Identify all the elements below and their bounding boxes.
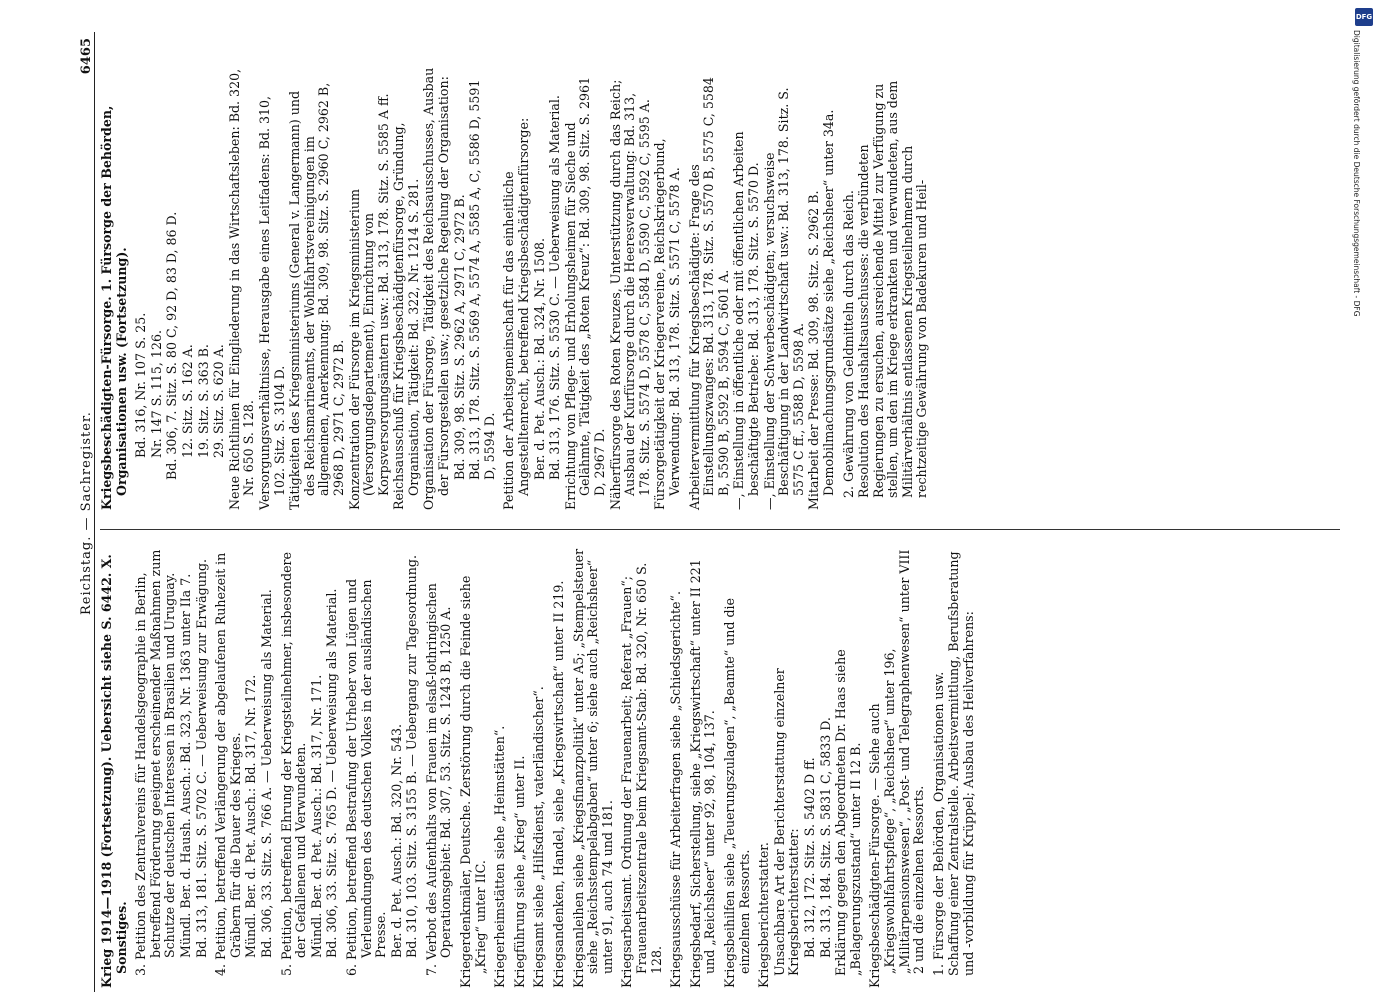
register-entry: Kriegsberichterstatter. <box>756 842 772 988</box>
register-entry: Bd. 313, 176. Sitz. S. 5530 C. — Ueberweisung als Material. <box>547 95 563 480</box>
register-entry: 29. Sitz. S. 620 A. <box>211 344 227 458</box>
register-entry: Kriegsanleihen siehe „Kriegsfinanzpolitik“ unter A5; „Stempelsteuer siehe „Reichsstempelabgaben“ unter 6; siehe auch „Reichsheer“ unter 91, auch 74 und 181. <box>570 548 615 988</box>
register-entry: 6. Petition, betreffend Bestrafung der Urheber von Lügen und Verleumdungen des deutschen Volkes in der ausländischen Presse. <box>343 578 389 976</box>
left-column <box>100 544 977 992</box>
register-entry: Bd. 313, 181. Sitz. S. 5702 C. — Ueberweisung zur Erwägung. <box>193 558 209 958</box>
register-entry: 19. Sitz. S. 363 B. <box>195 344 211 458</box>
register-entry: Bd. 310, 103. Sitz. S. 3155 B. — Uebergang zur Tagesordnung. <box>404 555 420 958</box>
register-entry: Kriegsbeschädigten-Fürsorge. 1. Fürsorge der Behörden, Organisationen usw. (Fortsetzung). <box>99 105 129 510</box>
register-entry: Kriegerheimstätten siehe „Heimstätten“. <box>492 725 508 988</box>
running-title: Reichstag. — Sachregister. <box>78 411 94 616</box>
register-entry: Schaffung einer Zentralstelle. Arbeitsvermittlung, Berufsberatung und -vorbildung für Krüppel; Ausbau des Heilverfahrens: <box>946 551 976 976</box>
register-entry: 7. Verbot des Aufenthalts von Frauen im elsaß-lothringischen Operationsgebiet: Bd. 307, 53. Sitz. S. 1243 B, 1250 A. <box>423 583 454 976</box>
register-entry: Kriegsbedarf, Sicherstellung, siehe „Kriegswirtschaft“ unter II 221 und „Reichsheer“ unter 92, 98, 104, 137. <box>687 559 718 988</box>
register-entry: Bd. 306, 33. Sitz. S. 766 A. — Ueberweisung als Material. <box>258 589 274 958</box>
register-entry: Mündl. Ber. d. Pet. Ausch.: Bd. 317, Nr. 172. <box>243 674 259 958</box>
register-entry: Kriegerdenkmäler, Deutsche. Zerstörung durch die Feinde siehe „Krieg“ unter IIC. <box>458 575 488 988</box>
register-entry: Ber. d. Pet. Ausch.: Bd. 324, Nr. 1508. <box>531 237 547 480</box>
register-entry: 2. Gewährung von Geldmitteln durch das Reich. <box>840 190 856 498</box>
digitization-credit-text: Digitalisierung gefördert durch die Deutsche Forschungsgemeinschaft - DFG <box>1352 30 1361 317</box>
register-entry: Kriegsausschüsse für Arbeiterfragen siehe „Schiedsgerichte“. <box>668 591 684 988</box>
register-entry: Nr. 147 S. 115, 126. <box>148 330 164 458</box>
register-entry: Resolution des Haushaltsausschusses: die verbündeten Regierungen zu ersuchen, ausreichende Mittel zur Verfügung zu stellen, um den im Kriege erkrankten und verwundeten, aus dem Militärverhältnis entlassenen Kriegsteilnehmern durch rechtzeitige Gewährung von Badekuren und Heil- <box>856 80 930 498</box>
register-entry: 3. Petition des Zentralvereins für Handelsgeographie in Berlin, betreffend Förderung geeignet erscheinender Maßnahmen zum Schutze der deutschen Interessen in Brasilien und Uruguay. <box>133 549 178 976</box>
register-entry: Versorgungsverhältnisse, Herausgabe eines Leitfadens: Bd. 310, 102. Sitz. S. 3104 D. <box>256 95 287 510</box>
register-entry: Bd. 306, 7. Sitz. S. 80 C, 92 D, 83 D, 86 D. <box>164 211 180 480</box>
dfg-logo: DFG <box>1355 8 1373 26</box>
register-entry: Erklärung gegen den Abgeordneten Dr. Haas siehe „Belagerungszustand“ unter II 12 B. <box>833 649 863 976</box>
register-entry: Kriegführung siehe „Krieg“ unter II. <box>511 755 527 988</box>
register-entry: Kriegsandenken, Handel, siehe „Kriegswirtschaft“ unter II 219. <box>551 580 567 988</box>
register-entry: Kriegsamt siehe „Hilfsdienst, vaterländischer“. <box>531 686 547 988</box>
register-entry: Konzentration der Fürsorge im Kriegsministerium (Versorgungsdepartement), Einrichtung von Korpsversorgungsämtern usw.: Bd. 313, 178. Sitz. S. 5585 A ff. <box>346 93 391 510</box>
right-column <box>100 66 931 514</box>
register-entry: Kriegsbeschädigten-Fürsorge. — Siehe auch „Kriegswohlfahrtspflege“, „Reichsheer“ unter 196, „Militärpensionswesen“, „Post- und Telegraphenwesen“ unter VIII 2 und die einzelnen Ressorts. <box>867 549 927 988</box>
register-entry: Krieg 1914—1918 (Fortsetzung). Uebersicht siehe S. 6442. X. Sonstiges. <box>99 554 129 988</box>
register-entry: Bd. 316, Nr. 107 S. 25. <box>133 312 149 458</box>
register-entry: Bd. 312, 172. Sitz. S. 5402 D ff. <box>801 757 817 958</box>
register-entry: Näherfürsorge des Roten Kreuzes, Unterstützung durch das Reich; Ausbau der Kurfürsorge durch die Heeresverwaltung: Bd. 313, 178. Sitz. S. 5574 D, 5578 C, 5584 D, 5590 C, 5592 C, 5595 A. <box>607 79 652 510</box>
register-entry: Reichsausschuß für Kriegsbeschädigtenfürsorge, Gründung, Organisation, Tätigkeit: Bd. 322, Nr. 1214 S. 281. <box>391 122 421 510</box>
register-entry: Arbeitervermittlung für Kriegsbeschädigte: Frage des Einstellungszwanges: Bd. 313, 178. Sitz. S. 5570 B, 5575 C, 5584 B, 5590 B, 5592 B, 5594 C, 5601 A. <box>686 77 731 510</box>
register-entry: 12. Sitz. S. 162 A. <box>179 344 195 458</box>
register-entry: Bd. 309, 98. Sitz. S. 2962 A, 2971 C, 2972 B. <box>451 194 467 480</box>
register-entry: Kriegsarbeitsamt. Ordnung der Frauenarbeit; Referat „Frauen“; Frauenarbeitszentrale beim Kriegsamt-Stab: Bd. 320, Nr. 650 S. 128. <box>619 562 664 988</box>
register-entry: Mündl. Ber. d. Haush. Ausch.: Bd. 323, Nr. 1363 unter IIa 7. <box>177 573 193 958</box>
page-header <box>70 32 95 992</box>
column-divider <box>100 529 1340 530</box>
register-entry: 1. Fürsorge der Behörden, Organisationen usw. <box>930 671 946 976</box>
register-entry: Neue Richtlinien für Eingliederung in das Wirtschaftsleben: Bd. 320, Nr. 650 S. 128. <box>226 68 257 510</box>
register-entry: Bd. 306, 33. Sitz. S. 765 D. — Ueberweisung als Material. <box>324 588 340 958</box>
register-entry: Fürsorgetätigkeit der Kriegervereine, Reichskriegerbund, Verwendung: Bd. 313, 178. Sitz. S. 5571 C, 5578 A. <box>652 138 682 510</box>
register-entry: Petition der Arbeitsgemeinschaft für das einheitliche Angestelltenrecht, betreffend Kriegsbeschädigtenfürsorge: <box>501 117 532 510</box>
register-entry: —, Einstellung der Schwerbeschädigten; versuchsweise Beschäftigung in der Landwirtschaft usw.: Bd. 313, 178. Sitz. S. 5575 C ff., 5588 D, 5598 A. <box>761 87 806 510</box>
register-entry: Bd. 313, 184. Sitz. S. 5831 C, 5833 D. <box>817 717 833 958</box>
register-entry: 5. Petition, betreffend Ehrung der Kriegsteilnehmer, insbesondere der Gefallenen und Verwundeten. <box>278 551 309 976</box>
register-entry: Mündl. Ber. d. Pet. Ausch.: Bd. 317, Nr. 171. <box>308 674 324 958</box>
register-entry: Tätigkeiten des Kriegsministeriums (General v. Langermann) und des Reichsmarineamts, der Wohlfahrtsvereinigungen im allgemeinen, Anerkennung: Bd. 309, 98. Sitz. S. 2960 C, 2962 B, 2968 D, 2971 C, 2972 B. <box>287 82 346 510</box>
register-entry: Mitarbeit der Presse: Bd. 309, 98. Sitz. S. 2962 B. Demobilmachungsgrundsätze siehe „Reichsheer“ unter 34a. <box>806 109 836 510</box>
register-entry: Ber. d. Pet. Ausch.: Bd. 320, Nr. 543. <box>388 724 404 958</box>
register-entry: 4. Petition, betreffend Verlängerung der abgelaufenen Ruhezeit in Gräbern für die Dauer des Krieges. <box>213 552 243 976</box>
register-entry: Kriegsbeihilfen siehe „Teuerungszulagen“, „Beamte“ und die einzelnen Ressorts. <box>721 598 752 988</box>
page-number: 6465 <box>78 38 94 75</box>
register-entry: Errichtung von Pflege- und Erholungsheimen für Sieche und Gelähmte, Tätigkeit des „Roten Kreuz“: Bd. 309, 98. Sitz. S. 2961 D, 2967 D. <box>562 77 607 510</box>
register-entry: Bd. 313, 178. Sitz. S. 5569 A, 5574 A, 5585 A, C, 5586 D, 5591 D, 5594 D. <box>467 79 497 480</box>
register-entry: Organisation der Fürsorge, Tätigkeit des Reichsausschusses, Ausbau der Fürsorgestellen usw.; gesetzliche Regelung der Organisation: <box>421 67 452 510</box>
digitization-credit <box>1352 6 1378 994</box>
register-entry: —, Einstellung in öffentliche oder mit öffentlichen Arbeiten beschäftigte Betriebe: Bd. 313, 178. Sitz. S. 5570 D. <box>731 131 761 510</box>
register-page <box>70 32 1350 992</box>
register-entry: Unsachbare Art der Berichterstattung einzelner Kriegsberichterstatter: <box>771 668 802 976</box>
